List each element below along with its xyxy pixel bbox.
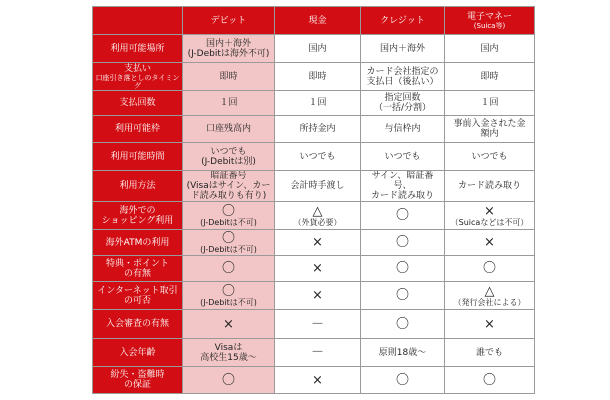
cell-credit <box>361 91 445 116</box>
cell-emoney <box>445 339 535 367</box>
col-header-emoney <box>445 7 535 35</box>
row-header-label: 利用方法 <box>119 181 156 191</box>
cell-symbol: 〇 <box>221 203 235 219</box>
cell-symbol: 〇 <box>395 208 409 223</box>
cell-emoney <box>445 230 535 256</box>
cell-symbol: － <box>310 345 324 360</box>
cell-text: 誰でも <box>475 347 503 358</box>
cell-symbol: 〇 <box>395 288 409 303</box>
table-row <box>93 339 535 367</box>
cell-symbol: － <box>310 316 324 332</box>
col-header-label: クレジット <box>380 15 425 26</box>
table-row <box>93 143 535 171</box>
cell-debit <box>183 171 275 202</box>
table-row <box>93 310 535 339</box>
cell-cash <box>275 143 361 171</box>
row-header-label: の可否 <box>123 295 151 306</box>
row-header <box>93 367 183 394</box>
cell-text: サイン、暗証番号、 <box>371 171 434 191</box>
cell-text: 即時 <box>308 71 327 82</box>
table-body <box>93 35 535 394</box>
row-header <box>93 171 183 202</box>
row-header-label: の保証 <box>123 380 151 390</box>
row-header-label: ショッピング利用 <box>101 215 174 226</box>
cell-credit <box>361 35 445 63</box>
cell-credit <box>361 256 445 282</box>
row-header-label: 利用可能時間 <box>110 151 165 162</box>
row-header-label: 海外ATMの利用 <box>105 237 170 248</box>
cell-text: 口座残高内 <box>205 124 251 134</box>
cell-emoney <box>445 143 535 171</box>
row-header-label: 支払い <box>123 63 151 74</box>
row-header <box>93 339 183 367</box>
row-header <box>93 230 183 256</box>
table-row <box>93 256 535 282</box>
cell-emoney <box>445 256 535 282</box>
cell-text-line2: 支払日（後払い） <box>366 76 439 87</box>
cell-text: 国内 <box>480 43 499 54</box>
cell-symbol: × <box>484 316 495 332</box>
cell-emoney <box>445 282 535 310</box>
cell-emoney <box>445 367 535 394</box>
cell-credit <box>361 63 445 91</box>
cell-emoney <box>445 91 535 116</box>
row-header-label: 入会審査の有無 <box>105 319 169 329</box>
table-row <box>93 171 535 202</box>
cell-cash <box>275 91 361 116</box>
cell-debit <box>183 339 275 367</box>
cell-note: (J-Debitは不可) <box>200 217 257 227</box>
cell-credit <box>361 116 445 143</box>
row-header-label: 利用可能場所 <box>110 43 165 54</box>
row-header <box>93 116 183 143</box>
row-header <box>93 35 183 63</box>
cell-text: いつでも <box>471 151 508 162</box>
cell-emoney <box>445 63 535 91</box>
cell-symbol: 〇 <box>395 235 409 250</box>
cell-debit <box>183 202 275 230</box>
cell-text-line2: カード読み取り <box>370 191 434 201</box>
row-header <box>93 91 183 116</box>
cell-text-line2: (J-Debitは海外不可) <box>187 48 270 59</box>
cell-text-line2: （一括/分割） <box>373 103 432 113</box>
row-header-label: 利用可能枠 <box>114 124 160 134</box>
table-row <box>93 367 535 394</box>
cell-symbol: 〇 <box>395 316 409 332</box>
cell-text: 事前入金された金 <box>453 119 526 129</box>
cell-note: (J-Debitは不可) <box>200 297 257 307</box>
table-row <box>93 91 535 116</box>
cell-symbol: × <box>223 316 234 332</box>
row-header-label: 口座引き落としのタイミング <box>95 73 180 90</box>
cell-text: 国内＋海外 <box>379 43 425 54</box>
row-header-label: 海外での <box>119 205 156 216</box>
cell-text: 国内＋海外 <box>205 38 251 49</box>
cell-cash <box>275 256 361 282</box>
cell-symbol: 〇 <box>395 261 409 276</box>
table-row <box>93 230 535 256</box>
header-row <box>93 7 535 35</box>
cell-emoney <box>445 171 535 202</box>
table-row <box>93 63 535 91</box>
cell-symbol: 〇 <box>221 261 235 276</box>
cell-symbol: × <box>484 235 495 250</box>
cell-note: （外貨必要） <box>293 217 342 227</box>
cell-cash <box>275 310 361 339</box>
cell-text: 暗証番号 <box>210 171 247 181</box>
cell-text: 指定回数 <box>384 93 421 103</box>
cell-emoney <box>445 310 535 339</box>
cell-text: 即時 <box>219 71 238 82</box>
cell-text: 会計時手渡し <box>290 181 345 191</box>
cell-symbol: 〇 <box>395 372 409 388</box>
cell-symbol: △ <box>312 203 323 219</box>
cell-cash <box>275 35 361 63</box>
cell-emoney <box>445 35 535 63</box>
cell-cash <box>275 171 361 202</box>
table-row <box>93 116 535 143</box>
cell-cash <box>275 230 361 256</box>
cell-symbol: 〇 <box>221 372 235 388</box>
cell-note: (J-Debitは不可) <box>200 244 257 254</box>
cell-text: 与信枠内 <box>384 124 421 134</box>
cell-credit <box>361 282 445 310</box>
cell-text: １回 <box>219 98 238 108</box>
cell-debit <box>183 35 275 63</box>
cell-symbol: 〇 <box>482 372 496 388</box>
cell-credit <box>361 310 445 339</box>
cell-text: 原則18歳～ <box>378 347 427 358</box>
cell-cash <box>275 339 361 367</box>
cell-text: いつでも <box>299 151 336 162</box>
cell-credit <box>361 339 445 367</box>
cell-text: 即時 <box>480 71 499 82</box>
cell-symbol: × <box>312 288 323 303</box>
cell-credit <box>361 230 445 256</box>
cell-text-line2: (Visaはサイン、カード読み取りも有り) <box>186 181 271 201</box>
col-header-cash <box>275 7 361 35</box>
row-header-label: 特典・ポイント <box>105 258 169 269</box>
table-row <box>93 202 535 230</box>
cell-text-line2: 高校生15歳～ <box>200 352 257 363</box>
cell-symbol: △ <box>484 283 495 299</box>
row-header <box>93 256 183 282</box>
cell-debit <box>183 63 275 91</box>
cell-text-line2: (J-Debitは別) <box>201 156 256 167</box>
row-header-label: 支払回数 <box>119 98 156 108</box>
cell-note: （発行会社による） <box>453 297 526 307</box>
cell-debit <box>183 282 275 310</box>
col-header-label: 現金 <box>308 15 327 26</box>
row-header-label: 紛失・盗難時 <box>110 370 165 380</box>
cell-debit <box>183 256 275 282</box>
row-header <box>93 310 183 339</box>
table-row <box>93 35 535 63</box>
cell-text: １回 <box>480 98 499 108</box>
col-header-credit <box>361 7 445 35</box>
cell-cash <box>275 116 361 143</box>
cell-credit <box>361 143 445 171</box>
cell-credit <box>361 202 445 230</box>
cell-text-line2: 額内 <box>480 129 499 139</box>
cell-text: １回 <box>308 98 327 108</box>
cell-text: カード会社指定の <box>366 66 439 77</box>
row-header-label: インターネット取引 <box>97 285 178 296</box>
cell-text: カード読み取り <box>457 181 521 191</box>
cell-emoney <box>445 202 535 230</box>
cell-credit <box>361 171 445 202</box>
cell-debit <box>183 367 275 394</box>
cell-debit <box>183 230 275 256</box>
comparison-table <box>92 6 535 394</box>
cell-cash <box>275 63 361 91</box>
row-header-label: 入会年齢 <box>119 347 156 358</box>
cell-text: 所持金内 <box>299 124 336 134</box>
cell-emoney <box>445 116 535 143</box>
cell-symbol: × <box>484 203 495 219</box>
col-header-debit <box>183 7 275 35</box>
table-row <box>93 282 535 310</box>
cell-symbol: × <box>312 261 323 276</box>
cell-symbol: × <box>312 372 323 388</box>
col-header-sub: (Suica等) <box>473 21 506 30</box>
col-header-label: デビット <box>210 15 247 26</box>
cell-text: いつでも <box>210 146 247 157</box>
cell-credit <box>361 367 445 394</box>
corner-cell <box>93 7 183 35</box>
cell-note: （Suicaなどは不可） <box>450 217 529 227</box>
cell-symbol: 〇 <box>482 261 496 276</box>
cell-cash <box>275 202 361 230</box>
row-header <box>93 202 183 230</box>
cell-text: 国内 <box>308 43 327 54</box>
cell-debit <box>183 310 275 339</box>
cell-debit <box>183 91 275 116</box>
row-header <box>93 63 183 91</box>
cell-symbol: × <box>312 235 323 250</box>
row-header <box>93 282 183 310</box>
cell-debit <box>183 116 275 143</box>
cell-text: Visaは <box>214 342 243 353</box>
row-header-label: の有無 <box>123 268 151 279</box>
cell-cash <box>275 282 361 310</box>
row-header <box>93 143 183 171</box>
cell-debit <box>183 143 275 171</box>
cell-symbol: 〇 <box>221 230 235 246</box>
cell-text: いつでも <box>384 151 421 162</box>
col-header-label: 電子マネー <box>466 11 512 22</box>
cell-cash <box>275 367 361 394</box>
cell-symbol: 〇 <box>221 283 235 299</box>
